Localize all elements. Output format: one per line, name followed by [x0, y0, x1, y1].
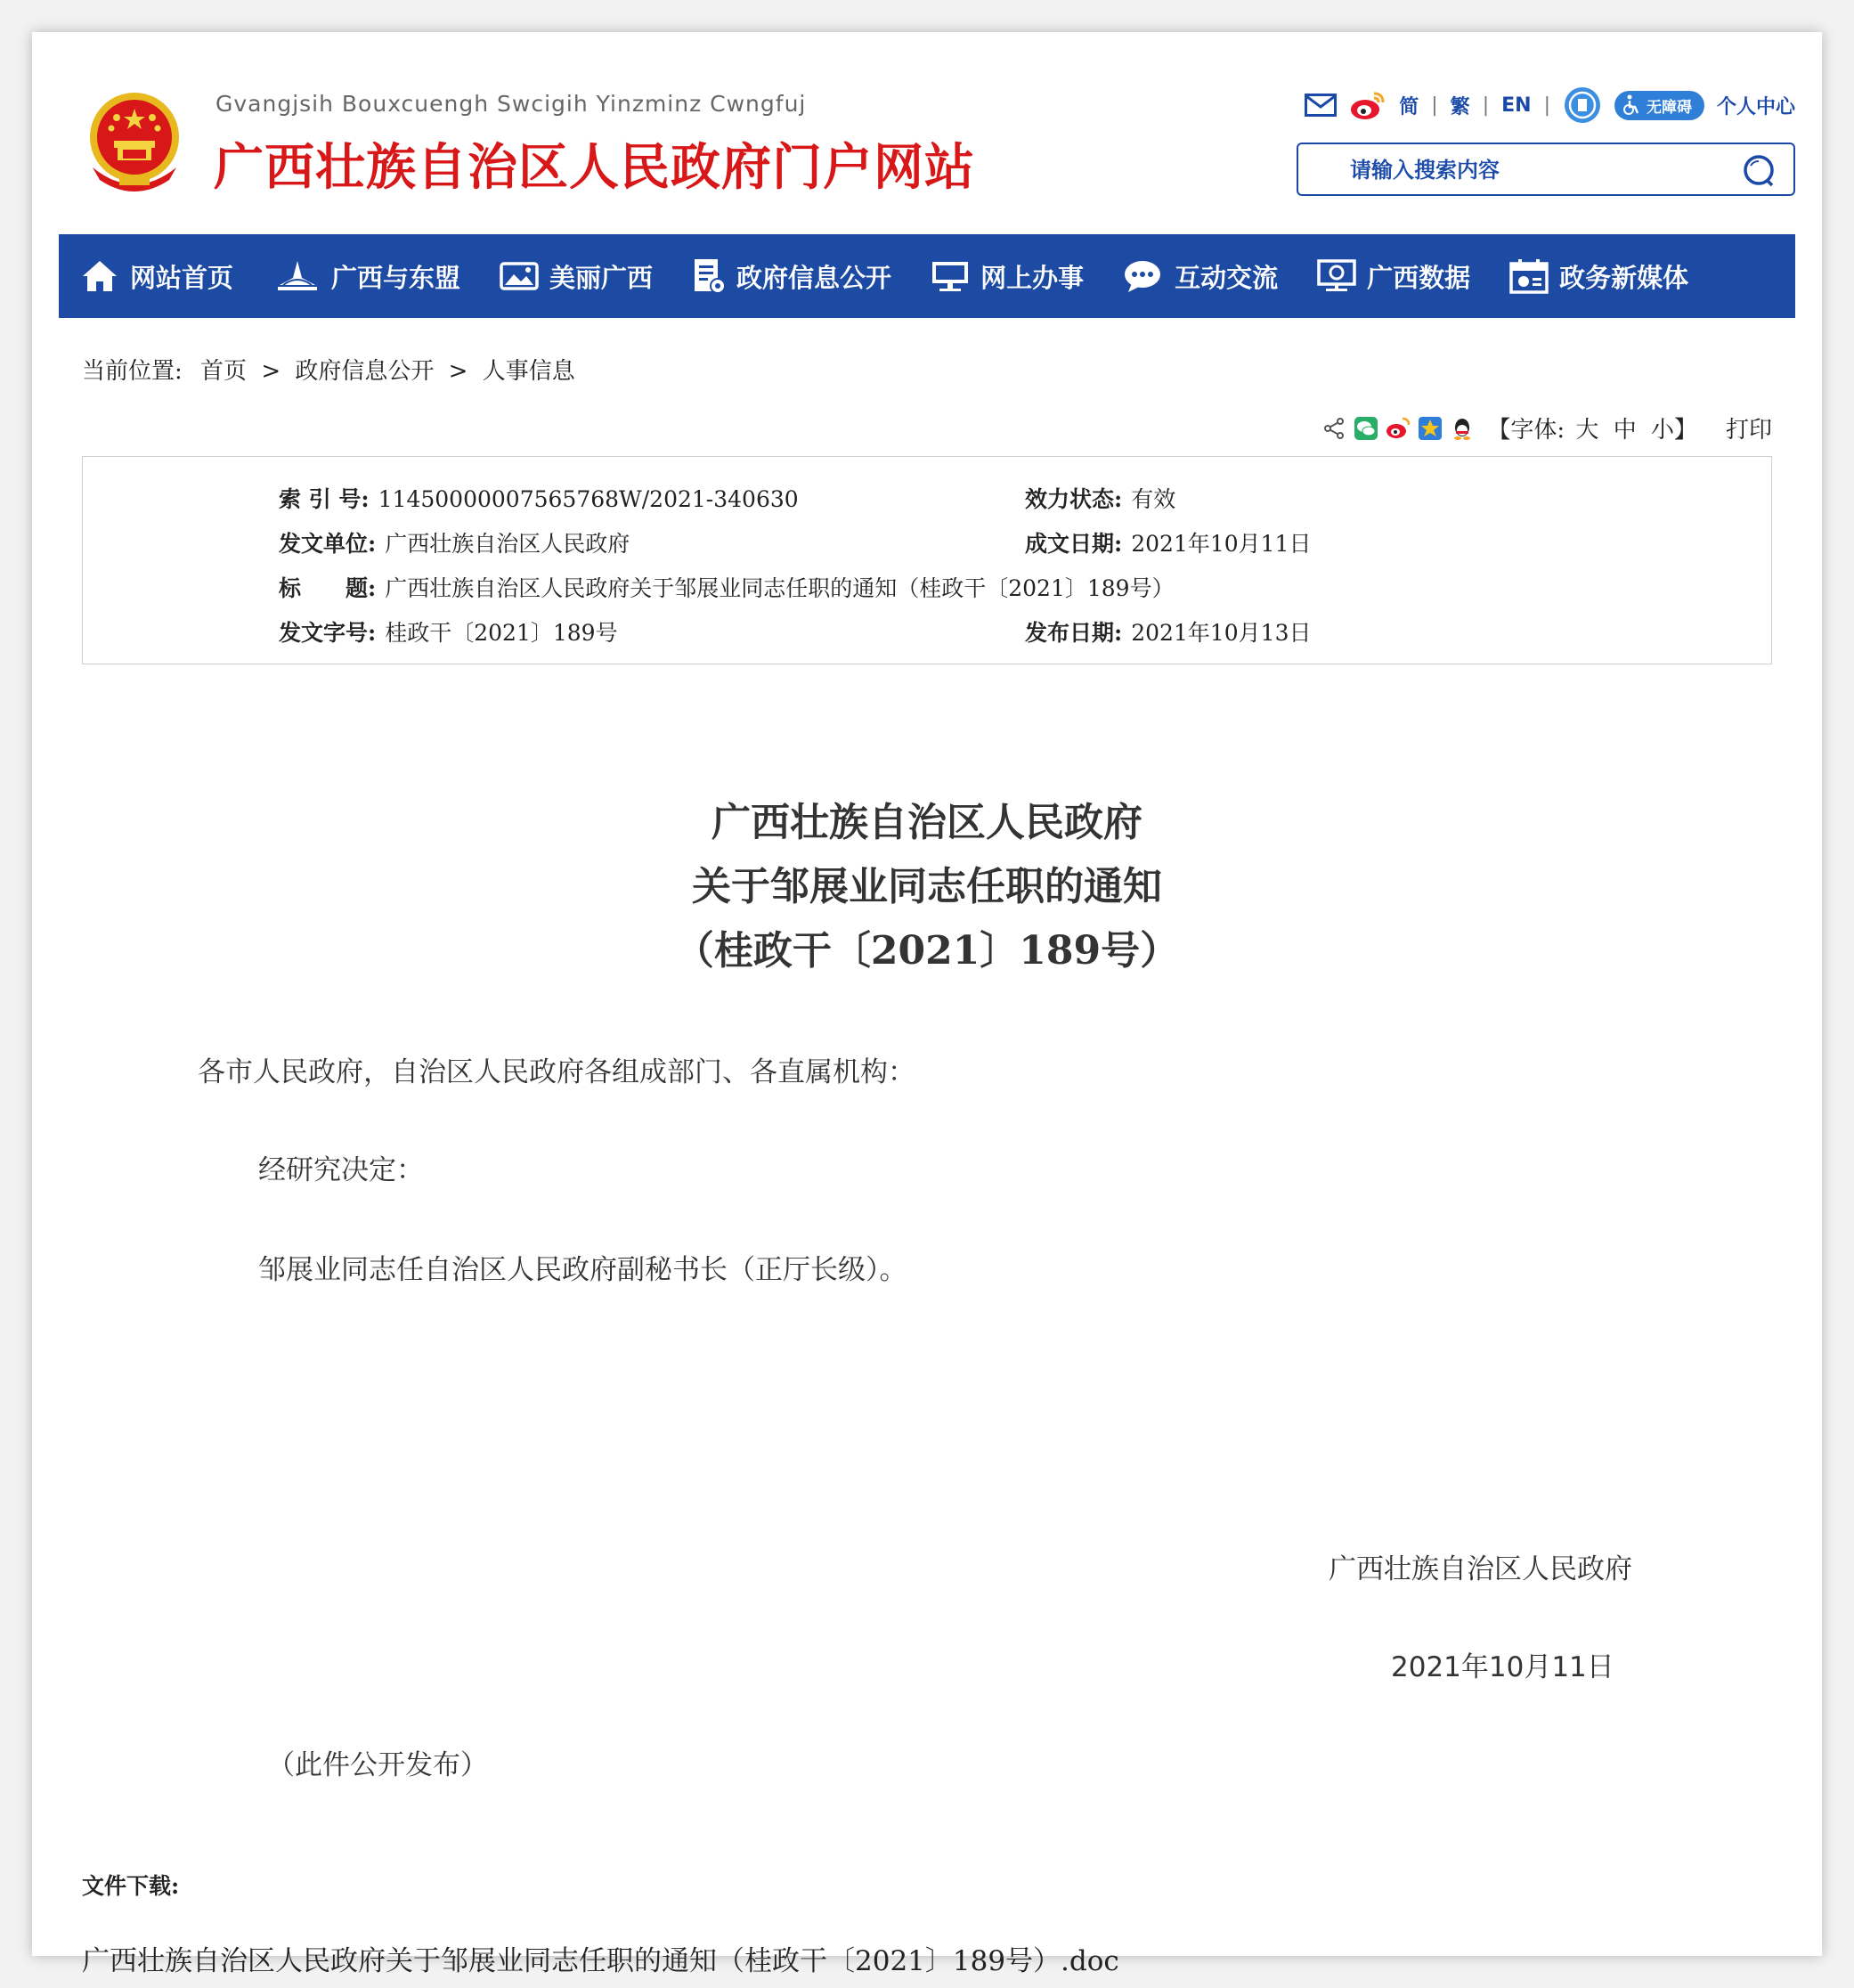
- breadcrumb-separator: >: [261, 358, 281, 385]
- nav-item-label: 互动交流: [1175, 262, 1279, 293]
- national-emblem-icon: [80, 87, 189, 196]
- meta-value: 有效: [1131, 486, 1176, 512]
- download-label: 文件下载:: [82, 1873, 180, 1899]
- nav-item-label: 政府信息公开: [736, 262, 892, 293]
- document-icon: [692, 257, 726, 295]
- site-title[interactable]: 广西壮族自治区人民政府门户网站: [214, 139, 975, 197]
- meta-title: [279, 571, 1175, 603]
- search-icon[interactable]: [1742, 153, 1777, 189]
- site-subtitle: Gvangjsih Bouxcuengh Swcigih Yinzminz Cwngfuj: [215, 91, 807, 117]
- meta-key: 索 引 号:: [279, 486, 370, 512]
- publication-note: （此件公开发布）: [267, 1749, 488, 1781]
- nav-item-label: 政务新媒体: [1559, 262, 1689, 293]
- nav-item-online-service[interactable]: [931, 258, 1084, 295]
- body-paragraph: 邹展业同志任自治区人民政府副秘书长（正厅长级）。: [258, 1254, 907, 1286]
- breadcrumb-label: 当前位置:: [82, 358, 183, 385]
- utility-bar: [1305, 86, 1795, 125]
- nav-item-home[interactable]: [80, 258, 233, 295]
- font-size-control: [1487, 411, 1701, 444]
- font-medium-button[interactable]: 中: [1613, 417, 1637, 444]
- font-small-button[interactable]: 小】: [1650, 417, 1697, 444]
- body-paragraph: 经研究决定：: [258, 1154, 424, 1186]
- meta-value: 2021年10月13日: [1131, 620, 1312, 646]
- meta-key: 发布日期:: [1025, 620, 1123, 646]
- document-metadata: [82, 456, 1772, 664]
- meta-written-date: [1025, 526, 1311, 558]
- meta-value: 11450000007565768W/2021-340630: [378, 486, 799, 512]
- nav-item-label: 网上办事: [980, 262, 1085, 293]
- nav-item-label: 网站首页: [130, 262, 234, 293]
- article-tools: [1321, 411, 1772, 444]
- personal-center-link[interactable]: 个人中心: [1716, 95, 1795, 118]
- meta-value: 2021年10月11日: [1131, 531, 1312, 557]
- weibo-icon[interactable]: [1349, 90, 1386, 120]
- meta-key: 标 题:: [279, 575, 377, 601]
- nav-item-asean[interactable]: [274, 258, 460, 295]
- nav-item-label: 广西与东盟: [331, 262, 461, 293]
- signature: 广西壮族自治区人民政府: [1329, 1553, 1632, 1585]
- document-title: [59, 791, 1795, 983]
- nav-item-guangxi-data[interactable]: [1317, 258, 1470, 295]
- salutation: 各市人民政府，自治区人民政府各组成部门、各直属机构：: [198, 1056, 915, 1088]
- meta-issuer: [279, 526, 630, 558]
- meta-status: [1025, 482, 1175, 514]
- home-icon: [80, 258, 119, 294]
- browser-viewport: [32, 32, 1822, 1977]
- meta-key: 成文日期:: [1025, 531, 1123, 557]
- signature-date: 2021年10月11日: [1391, 1651, 1614, 1683]
- meta-key: 发文单位:: [279, 531, 377, 557]
- qq-icon[interactable]: [1450, 416, 1475, 441]
- meta-value: 广西壮族自治区人民政府: [385, 531, 630, 557]
- landmark-icon: [274, 258, 321, 294]
- share-icon[interactable]: [1321, 416, 1346, 441]
- document-title-line: （桂政干〔2021〕189号）: [674, 928, 1180, 974]
- lang-traditional[interactable]: 繁: [1450, 95, 1470, 118]
- breadcrumb-gov-info[interactable]: 政府信息公开: [295, 358, 435, 385]
- nav-item-interaction[interactable]: [1123, 258, 1278, 295]
- photo-icon: [500, 260, 539, 292]
- search-box: [1297, 143, 1795, 196]
- breadcrumb-personnel[interactable]: 人事信息: [482, 358, 575, 385]
- qzone-icon[interactable]: [1418, 416, 1443, 441]
- nav-item-gov-info[interactable]: [692, 257, 891, 295]
- print-button[interactable]: 打印: [1725, 417, 1772, 444]
- font-large-button[interactable]: 大: [1575, 417, 1599, 444]
- search-input[interactable]: [1350, 155, 1706, 185]
- elder-mode-icon[interactable]: [1563, 86, 1602, 125]
- meta-key: 发文字号:: [279, 620, 377, 646]
- breadcrumb-separator: >: [448, 358, 468, 385]
- monitor-icon: [931, 259, 970, 293]
- separator: |: [1431, 94, 1438, 117]
- document-title-line: 广西壮族自治区人民政府: [712, 800, 1142, 845]
- data-screen-icon: [1317, 258, 1356, 294]
- meta-value: 广西壮族自治区人民政府关于邹展业同志任职的通知（桂政干〔2021〕189号）: [385, 575, 1175, 601]
- font-size-label: 【字体:: [1487, 417, 1565, 444]
- download-file-link[interactable]: 广西壮族自治区人民政府关于邹展业同志任职的通知（桂政干〔2021〕189号）.doc: [82, 1945, 1119, 1977]
- nav-item-label: 广西数据: [1367, 262, 1471, 293]
- lang-english[interactable]: EN: [1501, 94, 1532, 117]
- accessibility-label: 无障碍: [1646, 98, 1692, 117]
- document-title-line: 关于邹展业同志任职的通知: [692, 864, 1162, 909]
- breadcrumb: [82, 353, 575, 386]
- media-icon: [1509, 258, 1549, 294]
- weibo-share-icon[interactable]: [1386, 416, 1411, 441]
- lang-simplified[interactable]: 简: [1399, 95, 1419, 118]
- accessibility-button[interactable]: [1614, 91, 1704, 120]
- meta-key: 效力状态:: [1025, 486, 1123, 512]
- main-nav: [59, 234, 1795, 318]
- separator: |: [1482, 94, 1490, 117]
- breadcrumb-home[interactable]: 首页: [200, 358, 248, 385]
- mail-icon[interactable]: [1305, 94, 1337, 117]
- nav-item-new-media[interactable]: [1509, 258, 1688, 295]
- separator: |: [1543, 94, 1550, 117]
- meta-doc-no: [279, 615, 618, 648]
- chat-icon: [1123, 258, 1164, 294]
- page: [59, 32, 1795, 1977]
- meta-publish-date: [1025, 615, 1311, 648]
- wechat-icon[interactable]: [1354, 416, 1378, 441]
- nav-item-beautiful-guangxi[interactable]: [500, 258, 653, 295]
- nav-item-label: 美丽广西: [549, 262, 654, 293]
- meta-index-no: [279, 482, 799, 514]
- meta-value: 桂政干〔2021〕189号: [385, 620, 618, 646]
- wheelchair-icon: [1622, 94, 1641, 116]
